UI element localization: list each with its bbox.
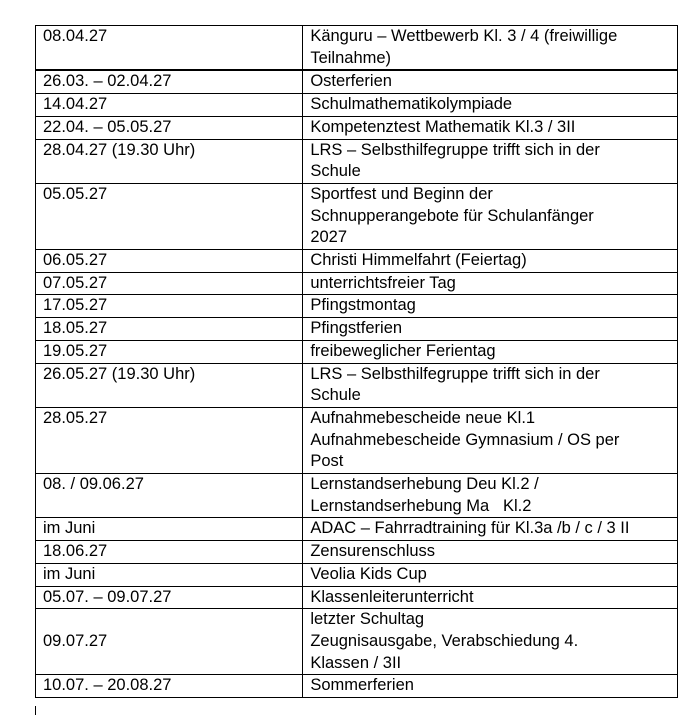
- date-cell: 26.05.27 (19.30 Uhr): [36, 363, 303, 407]
- event-cell: [303, 70, 678, 93]
- date-cell: 05.05.27: [36, 183, 303, 249]
- date-cell: 09.07.27: [36, 609, 303, 675]
- event-cell: [303, 541, 678, 564]
- event-cell: [303, 250, 678, 273]
- table-row: [36, 675, 678, 698]
- event-cell: [303, 474, 678, 518]
- date-cell: 19.05.27: [36, 340, 303, 363]
- date-cell: 06.05.27: [36, 250, 303, 273]
- event-cell: [303, 116, 678, 139]
- event-text: Klassenleiterunterricht: [310, 587, 474, 606]
- event-text: Zeugnisausgabe, Verabschiedung 4.: [310, 631, 579, 650]
- event-cell: [303, 94, 678, 117]
- table-row: [36, 586, 678, 609]
- event-cell: [303, 340, 678, 363]
- table-row: [36, 183, 678, 249]
- event-cell: [303, 518, 678, 541]
- event-text: Schnupperangebote für Schulanfänger: [310, 206, 594, 225]
- event-cell: [303, 183, 678, 249]
- table-row: [36, 518, 678, 541]
- event-text: Klassen / 3II: [310, 653, 402, 672]
- table-row: [36, 26, 678, 71]
- event-text: Pfingstmontag: [310, 296, 416, 315]
- date-cell: 18.06.27: [36, 541, 303, 564]
- event-text: Lernstandserhebung Ma Kl.2: [310, 496, 532, 515]
- event-text: letzter Schultag: [310, 610, 425, 629]
- event-text: Sportfest und Beginn der: [310, 184, 493, 203]
- date-cell: 28.04.27 (19.30 Uhr): [36, 139, 303, 183]
- table-row: [36, 70, 678, 93]
- event-cell: [303, 407, 678, 473]
- table-row: [36, 474, 678, 518]
- table-row: [36, 318, 678, 341]
- text-cursor-mark: [35, 706, 36, 715]
- event-text: freibeweglicher Ferientag: [310, 341, 496, 360]
- table-row: [36, 363, 678, 407]
- table-row: [36, 609, 678, 675]
- event-text: LRS – Selbsthilfegruppe trifft sich in der: [310, 140, 600, 159]
- date-cell: 26.03. – 02.04.27: [36, 70, 303, 93]
- event-text: Schule: [310, 162, 361, 181]
- event-cell: [303, 272, 678, 295]
- event-text: unterrichtsfreier Tag: [310, 273, 456, 292]
- event-cell: [303, 26, 678, 71]
- date-cell: 18.05.27: [36, 318, 303, 341]
- event-cell: [303, 675, 678, 698]
- event-text: Post: [310, 452, 344, 471]
- event-cell: [303, 609, 678, 675]
- event-text: Lernstandserhebung Deu Kl.2 /: [310, 475, 539, 494]
- event-cell: [303, 139, 678, 183]
- event-text: Christi Himmelfahrt (Feiertag): [310, 251, 527, 270]
- date-cell: 05.07. – 09.07.27: [36, 586, 303, 609]
- event-text: Teilnahme): [310, 48, 392, 67]
- event-cell: [303, 295, 678, 318]
- event-cell: [303, 586, 678, 609]
- table-row: [36, 563, 678, 586]
- event-text: 2027: [310, 228, 348, 247]
- table-row: [36, 94, 678, 117]
- event-text: LRS – Selbsthilfegruppe trifft sich in der: [310, 364, 600, 383]
- date-cell: 08. / 09.06.27: [36, 474, 303, 518]
- table-row: [36, 139, 678, 183]
- event-text: Schule: [310, 386, 361, 405]
- event-cell: [303, 363, 678, 407]
- date-cell: 10.07. – 20.08.27: [36, 675, 303, 698]
- schedule-table: [35, 25, 678, 698]
- date-cell: 22.04. – 05.05.27: [36, 116, 303, 139]
- event-text: Sommerferien: [310, 676, 414, 695]
- date-cell: 08.04.27: [36, 26, 303, 71]
- event-text: Känguru – Wettbewerb Kl. 3 / 4 (freiwillige: [310, 27, 618, 45]
- event-text: ADAC – Fahrradtraining für Kl.3a /b / c / 3 II: [310, 519, 630, 538]
- event-text: Schulmathematikolympiade: [310, 95, 513, 114]
- event-text: Osterferien: [310, 72, 392, 91]
- event-text: Veolia Kids Cup: [310, 564, 427, 583]
- date-cell: 14.04.27: [36, 94, 303, 117]
- table-row: [36, 250, 678, 273]
- date-cell: im Juni: [36, 518, 303, 541]
- event-cell: [303, 318, 678, 341]
- table-row: [36, 340, 678, 363]
- event-text: Kompetenztest Mathematik Kl.3 / 3II: [310, 117, 576, 136]
- event-text: Zensurenschluss: [310, 542, 436, 561]
- table-row: [36, 541, 678, 564]
- table-row: [36, 407, 678, 473]
- date-cell: 07.05.27: [36, 272, 303, 295]
- event-text: Aufnahmebescheide Gymnasium / OS per: [310, 430, 620, 449]
- table-row: [36, 116, 678, 139]
- event-text: Aufnahmebescheide neue Kl.1: [310, 408, 536, 427]
- table-row: [36, 272, 678, 295]
- date-cell: 28.05.27: [36, 407, 303, 473]
- date-cell: im Juni: [36, 563, 303, 586]
- schedule-table-body: [36, 26, 678, 698]
- table-row: [36, 295, 678, 318]
- event-text: Pfingstferien: [310, 319, 403, 338]
- date-cell: 17.05.27: [36, 295, 303, 318]
- event-cell: [303, 563, 678, 586]
